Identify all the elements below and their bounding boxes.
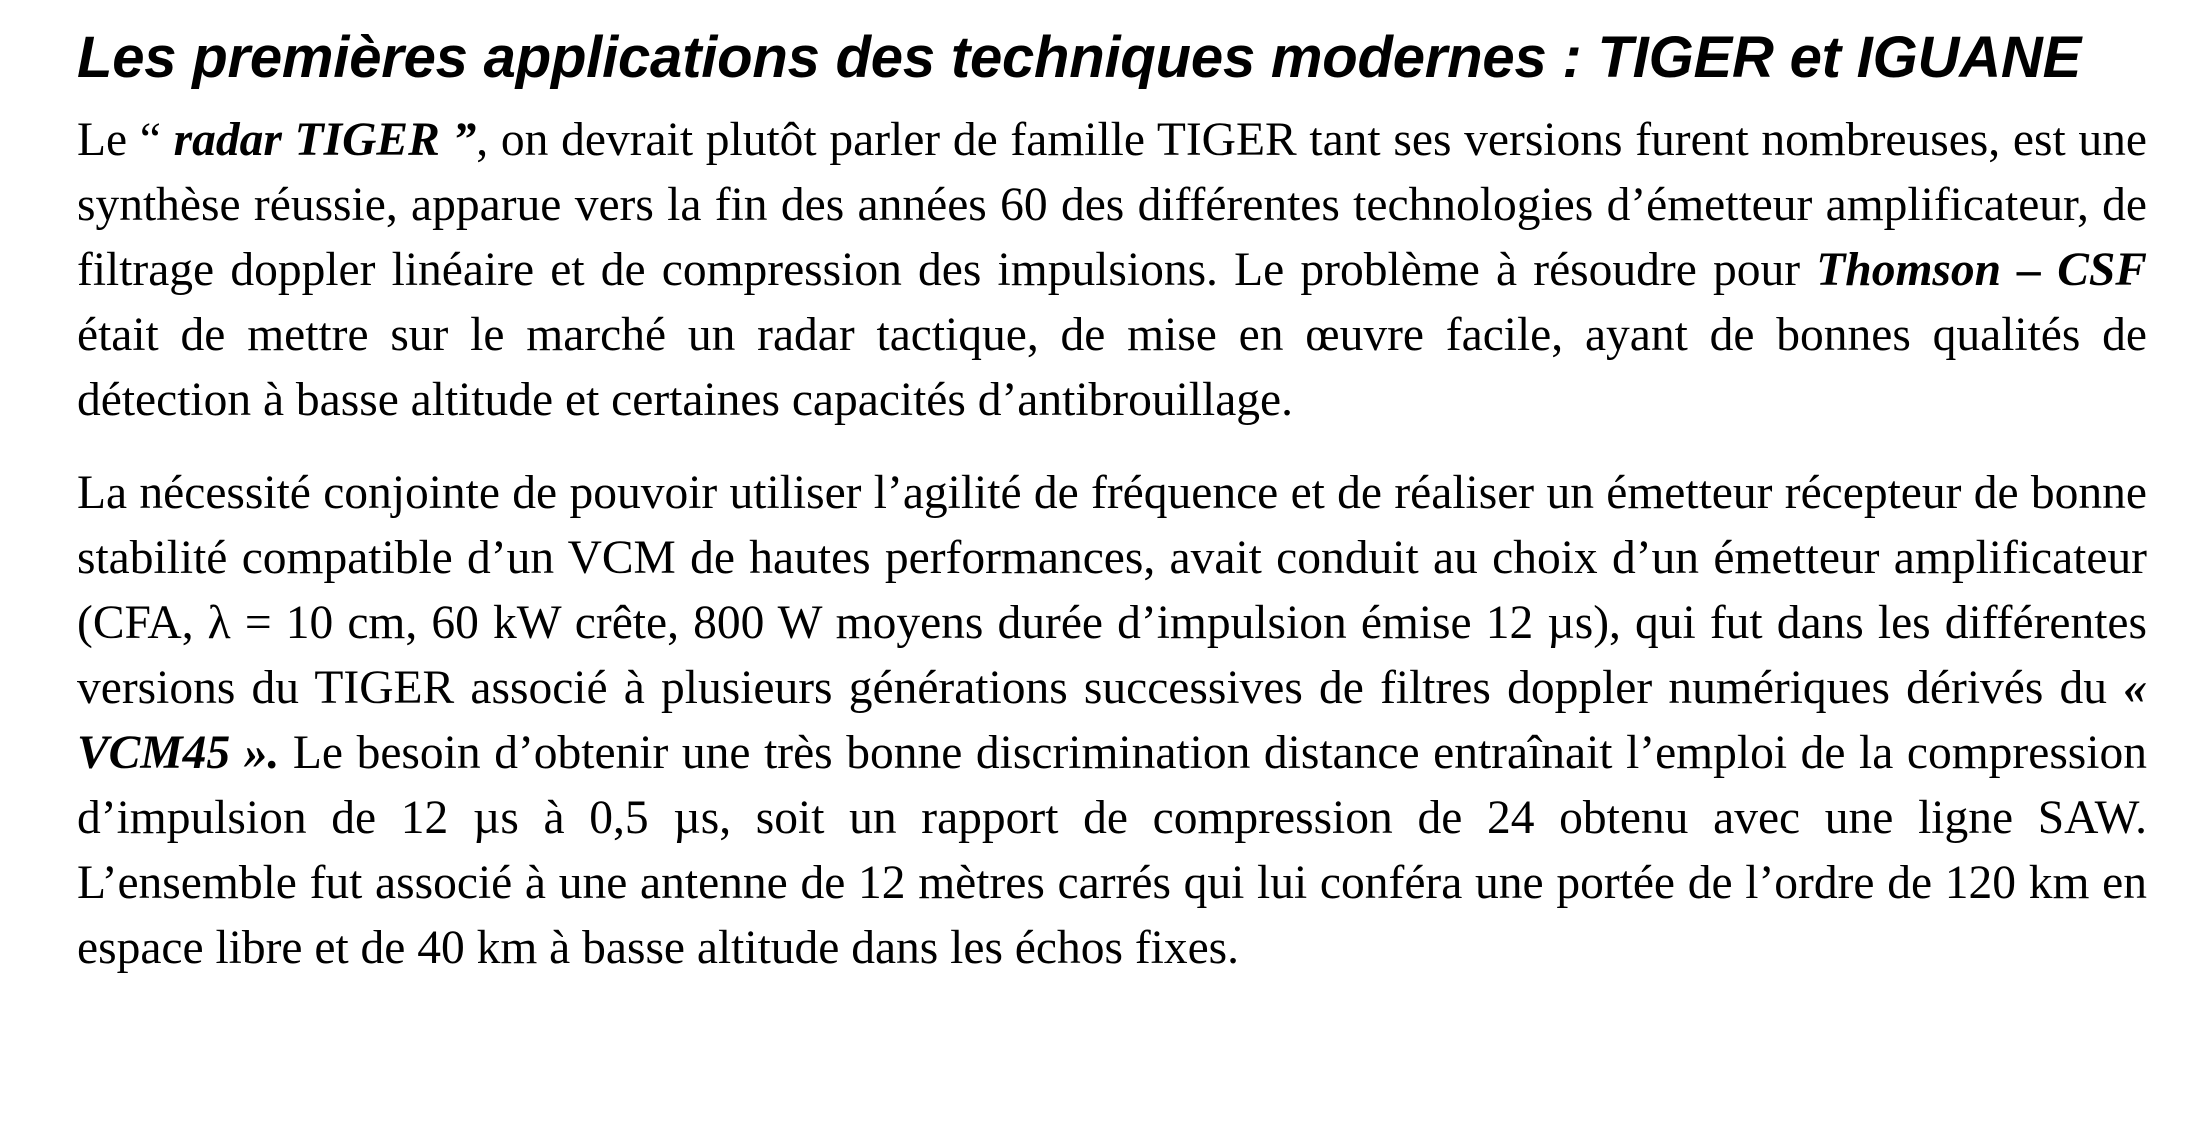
paragraph-1-text-b: était de mettre sur le marché un radar tactique, de mise en œuvre facile, ayant de bonnes qualités de détection à basse altitude et certaines capacités d’antibrouillage.	[77, 309, 2147, 426]
radar-tiger-emphasis: radar TIGER ”	[173, 114, 477, 166]
paragraph-2-text-a: La nécessité conjointe de pouvoir utiliser l’agilité de fréquence et de réaliser un émetteur récepteur de bonne stabilité compatible d’un VCM de hautes performances, avait conduit au choix d’un émetteur amplificateur (CFA, λ = 10 cm, 60 kW crête, 800 W moyens durée d’impulsion émise 12 µs), qui fut dans les différentes versions du TIGER associé à plusieurs générations successives de filtres doppler numériques dérivés du	[77, 467, 2147, 714]
document-page	[77, 22, 2147, 981]
paragraph-2	[77, 461, 2147, 981]
paragraph-2-text-b: Le besoin d’obtenir une très bonne discrimination distance entraînait l’emploi de la compression d’impulsion de 12 µs à 0,5 µs, soit un rapport de compression de 24 obtenu avec une ligne SAW. L’ensemble fut associé à une antenne de 12 mètres carrés qui lui conféra une portée de l’ordre de 120 km en espace libre et de 40 km à basse altitude dans les échos fixes.	[77, 727, 2147, 974]
thomson-csf-emphasis: Thomson – CSF	[1816, 244, 2147, 296]
section-heading: Les premières applications des techniques modernes : TIGER et IGUANE	[77, 25, 2082, 90]
paragraph-1	[77, 108, 2147, 433]
paragraph-1-text-a: , on devrait plutôt parler de famille TIGER tant ses versions furent nombreuses, est une synthèse réussie, apparue vers la fin des années 60 des différentes technologies d’émetteur amplificateur, de filtrage doppler linéaire et de compression des impulsions. Le problème à résoudre pour	[77, 114, 2147, 296]
vcm45-emphasis: « VCM45 ».	[77, 662, 2147, 779]
paragraph-1-intro: Le “	[77, 114, 174, 166]
